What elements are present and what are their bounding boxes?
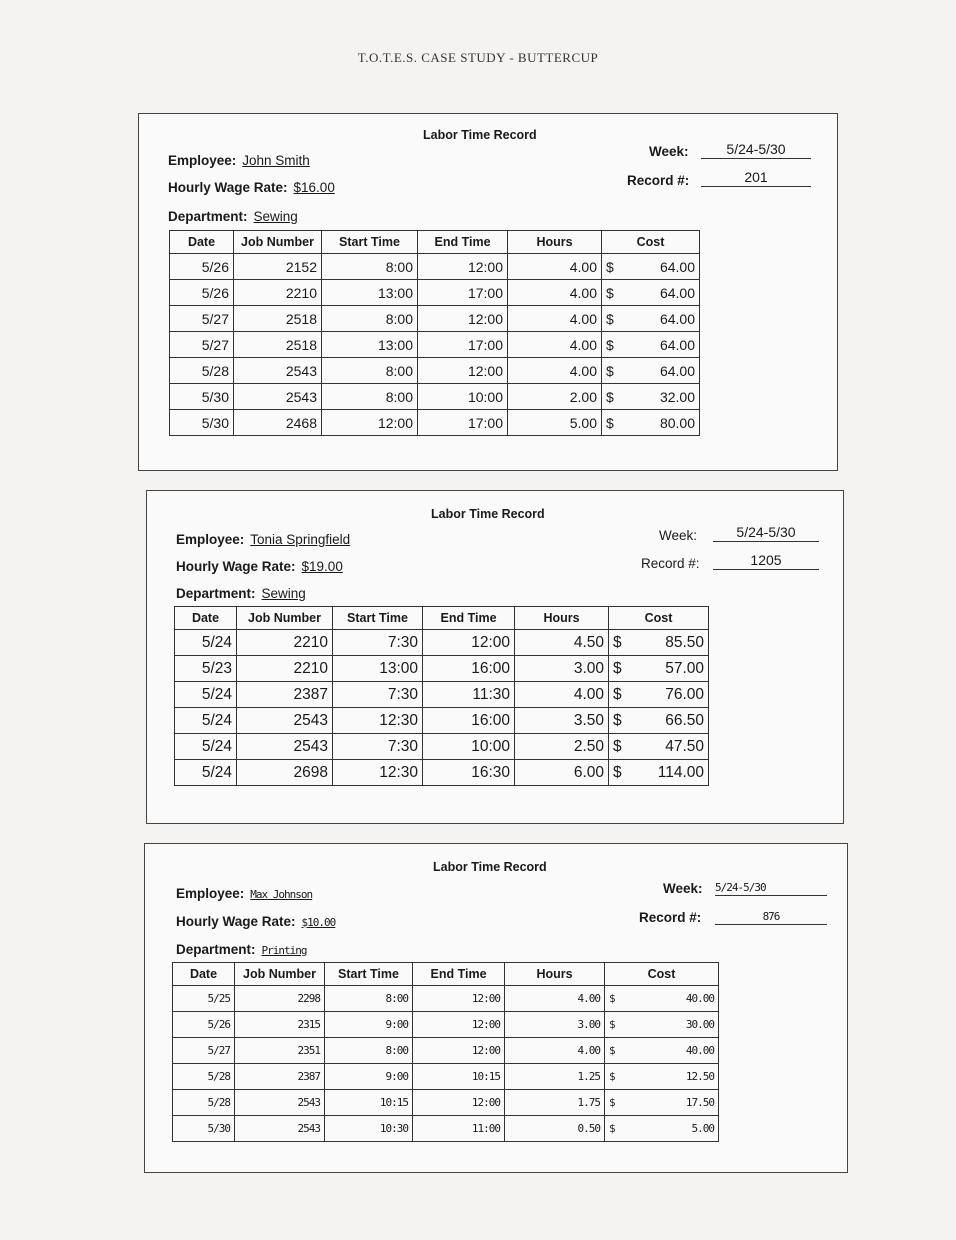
table-header-row [175, 607, 709, 630]
wage-value: $19.00 [301, 559, 343, 574]
job-number-cell: 2518 [234, 306, 322, 332]
hours-cell: 1.25 [505, 1064, 605, 1090]
end-time-cell: 12:00 [418, 254, 508, 280]
dollar-sign: $ [609, 734, 631, 760]
date-cell: 5/24 [175, 760, 237, 786]
cost-cell: 66.50 [631, 708, 709, 734]
end-time-cell: 12:00 [413, 986, 505, 1012]
week-label: Week: [663, 881, 703, 896]
start-time-cell: 9:00 [325, 1064, 413, 1090]
table-row [175, 708, 709, 734]
table-row [173, 1012, 719, 1038]
hours-cell: 4.50 [515, 630, 609, 656]
start-time-cell: 10:15 [325, 1090, 413, 1116]
job-number-cell: 2387 [235, 1064, 325, 1090]
job-number-cell: 2210 [237, 630, 333, 656]
date-cell: 5/30 [170, 410, 234, 436]
table-row [175, 656, 709, 682]
start-time-cell: 12:30 [333, 760, 423, 786]
start-time-cell: 10:30 [325, 1116, 413, 1142]
end-time-cell: 12:00 [423, 630, 515, 656]
table-header-row [170, 231, 700, 254]
table-row [170, 306, 700, 332]
employee-name: John Smith [242, 153, 310, 168]
cost-cell: 64.00 [620, 358, 700, 384]
start-time-cell: 8:00 [322, 384, 418, 410]
job-number-cell: 2152 [234, 254, 322, 280]
cost-cell: 40.00 [625, 986, 719, 1012]
start-time-cell: 7:30 [333, 734, 423, 760]
labor-time-record-3 [144, 843, 848, 1173]
dollar-sign: $ [605, 1038, 625, 1064]
table-row [170, 358, 700, 384]
col-cost-header: Cost [605, 963, 719, 986]
end-time-cell: 17:00 [418, 280, 508, 306]
start-time-cell: 8:00 [322, 306, 418, 332]
employee-label: Employee: Max Johnson [176, 886, 313, 901]
end-time-cell: 12:00 [413, 1038, 505, 1064]
date-cell: 5/24 [175, 682, 237, 708]
table-row [170, 384, 700, 410]
table-row [175, 760, 709, 786]
end-time-cell: 10:15 [413, 1064, 505, 1090]
dollar-sign: $ [605, 1012, 625, 1038]
table-body [173, 986, 719, 1142]
job-number-cell: 2298 [235, 986, 325, 1012]
end-time-cell: 16:00 [423, 708, 515, 734]
date-cell: 5/30 [170, 384, 234, 410]
start-time-cell: 8:00 [322, 358, 418, 384]
cost-cell: 85.50 [631, 630, 709, 656]
dollar-sign: $ [605, 1090, 625, 1116]
wage-label: Hourly Wage Rate: $19.00 [176, 559, 343, 574]
labor-table [174, 606, 709, 786]
col-date-header: Date [173, 963, 235, 986]
cost-cell: 5.00 [625, 1116, 719, 1142]
start-time-cell: 12:00 [322, 410, 418, 436]
end-time-cell: 17:00 [418, 410, 508, 436]
date-cell: 5/23 [175, 656, 237, 682]
job-number-cell: 2543 [237, 734, 333, 760]
job-number-cell: 2543 [235, 1116, 325, 1142]
job-number-cell: 2468 [234, 410, 322, 436]
start-time-cell: 8:00 [325, 1038, 413, 1064]
hours-cell: 5.00 [508, 410, 602, 436]
col-job-number-header: Job Number [235, 963, 325, 986]
table-row [170, 254, 700, 280]
col-cost-header: Cost [609, 607, 709, 630]
date-cell: 5/30 [173, 1116, 235, 1142]
date-cell: 5/27 [170, 306, 234, 332]
labor-table [172, 962, 719, 1142]
job-number-cell: 2351 [235, 1038, 325, 1064]
start-time-cell: 13:00 [322, 280, 418, 306]
cost-cell: 76.00 [631, 682, 709, 708]
job-number-cell: 2518 [234, 332, 322, 358]
dollar-sign: $ [609, 708, 631, 734]
job-number-cell: 2315 [235, 1012, 325, 1038]
dollar-sign: $ [609, 682, 631, 708]
end-time-cell: 10:00 [418, 384, 508, 410]
table-body [170, 254, 700, 436]
dollar-sign: $ [602, 280, 620, 306]
hours-cell: 2.00 [508, 384, 602, 410]
cost-cell: 17.50 [625, 1090, 719, 1116]
department-value: Sewing [253, 209, 298, 224]
table-row [175, 734, 709, 760]
week-label: Week: [659, 528, 698, 543]
date-cell: 5/27 [173, 1038, 235, 1064]
hours-cell: 4.00 [508, 254, 602, 280]
date-cell: 5/26 [170, 254, 234, 280]
record-title: Labor Time Record [423, 128, 537, 142]
department-value: Sewing [261, 586, 306, 601]
cost-cell: 64.00 [620, 280, 700, 306]
end-time-cell: 17:00 [418, 332, 508, 358]
employee-label: Employee: John Smith [168, 153, 310, 168]
record-number-label: Record #: [639, 910, 702, 925]
employee-name: Tonia Springfield [250, 532, 351, 547]
cost-cell: 114.00 [631, 760, 709, 786]
dollar-sign: $ [602, 358, 620, 384]
record-number-value: 201 [701, 169, 811, 187]
table-body [175, 630, 709, 786]
dollar-sign: $ [602, 384, 620, 410]
hours-cell: 0.50 [505, 1116, 605, 1142]
table-row [173, 1064, 719, 1090]
date-cell: 5/24 [175, 630, 237, 656]
dollar-sign: $ [605, 986, 625, 1012]
col-end-time-header: End Time [423, 607, 515, 630]
col-start-time-header: Start Time [325, 963, 413, 986]
job-number-cell: 2698 [237, 760, 333, 786]
table-row [170, 332, 700, 358]
col-job-number-header: Job Number [234, 231, 322, 254]
record-title: Labor Time Record [431, 507, 545, 521]
hours-cell: 3.00 [505, 1012, 605, 1038]
cost-cell: 64.00 [620, 306, 700, 332]
date-cell: 5/24 [175, 734, 237, 760]
job-number-cell: 2543 [234, 358, 322, 384]
cost-cell: 32.00 [620, 384, 700, 410]
start-time-cell: 12:30 [333, 708, 423, 734]
end-time-cell: 11:30 [423, 682, 515, 708]
table-row [175, 682, 709, 708]
cost-cell: 80.00 [620, 410, 700, 436]
end-time-cell: 16:30 [423, 760, 515, 786]
dollar-sign: $ [605, 1064, 625, 1090]
start-time-cell: 8:00 [322, 254, 418, 280]
wage-value: $16.00 [293, 180, 335, 195]
page-title: T.O.T.E.S. CASE STUDY - BUTTERCUP [357, 50, 599, 65]
job-number-cell: 2210 [237, 656, 333, 682]
job-number-cell: 2543 [237, 708, 333, 734]
hours-cell: 2.50 [515, 734, 609, 760]
dollar-sign: $ [602, 254, 620, 280]
department-value: Printing [261, 944, 307, 957]
record-number-value: 876 [715, 910, 827, 925]
hours-cell: 3.50 [515, 708, 609, 734]
col-hours-header: Hours [505, 963, 605, 986]
job-number-cell: 2210 [234, 280, 322, 306]
labor-table [169, 230, 700, 436]
hours-cell: 4.00 [505, 1038, 605, 1064]
job-number-cell: 2387 [237, 682, 333, 708]
cost-cell: 57.00 [631, 656, 709, 682]
end-time-cell: 12:00 [413, 1012, 505, 1038]
record-title: Labor Time Record [433, 860, 547, 874]
hours-cell: 4.00 [505, 986, 605, 1012]
hours-cell: 4.00 [508, 280, 602, 306]
col-hours-header: Hours [508, 231, 602, 254]
job-number-cell: 2543 [234, 384, 322, 410]
hours-cell: 4.00 [508, 306, 602, 332]
col-job-number-header: Job Number [237, 607, 333, 630]
wage-label: Hourly Wage Rate: $16.00 [168, 180, 335, 195]
table-row [173, 986, 719, 1012]
col-date-header: Date [170, 231, 234, 254]
col-start-time-header: Start Time [333, 607, 423, 630]
wage-value: $10.00 [301, 916, 336, 929]
employee-label: Employee: Tonia Springfield [176, 532, 351, 547]
date-cell: 5/28 [173, 1064, 235, 1090]
cost-cell: 30.00 [625, 1012, 719, 1038]
date-cell: 5/25 [173, 986, 235, 1012]
cost-cell: 12.50 [625, 1064, 719, 1090]
start-time-cell: 13:00 [322, 332, 418, 358]
hours-cell: 4.00 [508, 332, 602, 358]
date-cell: 5/28 [173, 1090, 235, 1116]
table-header-row [173, 963, 719, 986]
start-time-cell: 9:00 [325, 1012, 413, 1038]
end-time-cell: 12:00 [413, 1090, 505, 1116]
date-cell: 5/24 [175, 708, 237, 734]
hours-cell: 3.00 [515, 656, 609, 682]
table-row [173, 1116, 719, 1142]
labor-time-record-1 [138, 113, 838, 471]
col-hours-header: Hours [515, 607, 609, 630]
employee-name: Max Johnson [250, 888, 313, 901]
cost-cell: 64.00 [620, 332, 700, 358]
wage-label: Hourly Wage Rate: $10.00 [176, 914, 336, 929]
dollar-sign: $ [602, 332, 620, 358]
cost-cell: 47.50 [631, 734, 709, 760]
date-cell: 5/28 [170, 358, 234, 384]
table-row [170, 280, 700, 306]
hours-cell: 6.00 [515, 760, 609, 786]
date-cell: 5/26 [170, 280, 234, 306]
dollar-sign: $ [602, 306, 620, 332]
end-time-cell: 16:00 [423, 656, 515, 682]
table-row [173, 1038, 719, 1064]
cost-cell: 64.00 [620, 254, 700, 280]
hours-cell: 1.75 [505, 1090, 605, 1116]
week-value: 5/24-5/30 [713, 524, 819, 542]
date-cell: 5/26 [173, 1012, 235, 1038]
hours-cell: 4.00 [508, 358, 602, 384]
end-time-cell: 10:00 [423, 734, 515, 760]
record-number-label: Record #: [627, 173, 690, 188]
cost-cell: 40.00 [625, 1038, 719, 1064]
table-row [170, 410, 700, 436]
hours-cell: 4.00 [515, 682, 609, 708]
dollar-sign: $ [605, 1116, 625, 1142]
table-row [173, 1090, 719, 1116]
col-end-time-header: End Time [413, 963, 505, 986]
col-end-time-header: End Time [418, 231, 508, 254]
start-time-cell: 7:30 [333, 630, 423, 656]
dollar-sign: $ [609, 656, 631, 682]
date-cell: 5/27 [170, 332, 234, 358]
end-time-cell: 11:00 [413, 1116, 505, 1142]
week-value: 5/24-5/30 [701, 141, 811, 159]
department-label: Department: Printing [176, 942, 307, 957]
table-row [175, 630, 709, 656]
dollar-sign: $ [602, 410, 620, 436]
department-label: Department: Sewing [176, 586, 306, 601]
end-time-cell: 12:00 [418, 306, 508, 332]
start-time-cell: 7:30 [333, 682, 423, 708]
dollar-sign: $ [609, 760, 631, 786]
job-number-cell: 2543 [235, 1090, 325, 1116]
labor-time-record-2 [146, 490, 844, 824]
week-value: 5/24-5/30 [715, 881, 827, 896]
record-number-value: 1205 [713, 552, 819, 570]
dollar-sign: $ [609, 630, 631, 656]
week-label: Week: [649, 144, 689, 159]
col-cost-header: Cost [602, 231, 700, 254]
col-date-header: Date [175, 607, 237, 630]
end-time-cell: 12:00 [418, 358, 508, 384]
department-label: Department: Sewing [168, 209, 298, 224]
record-number-label: Record #: [641, 556, 700, 571]
start-time-cell: 8:00 [325, 986, 413, 1012]
col-start-time-header: Start Time [322, 231, 418, 254]
start-time-cell: 13:00 [333, 656, 423, 682]
